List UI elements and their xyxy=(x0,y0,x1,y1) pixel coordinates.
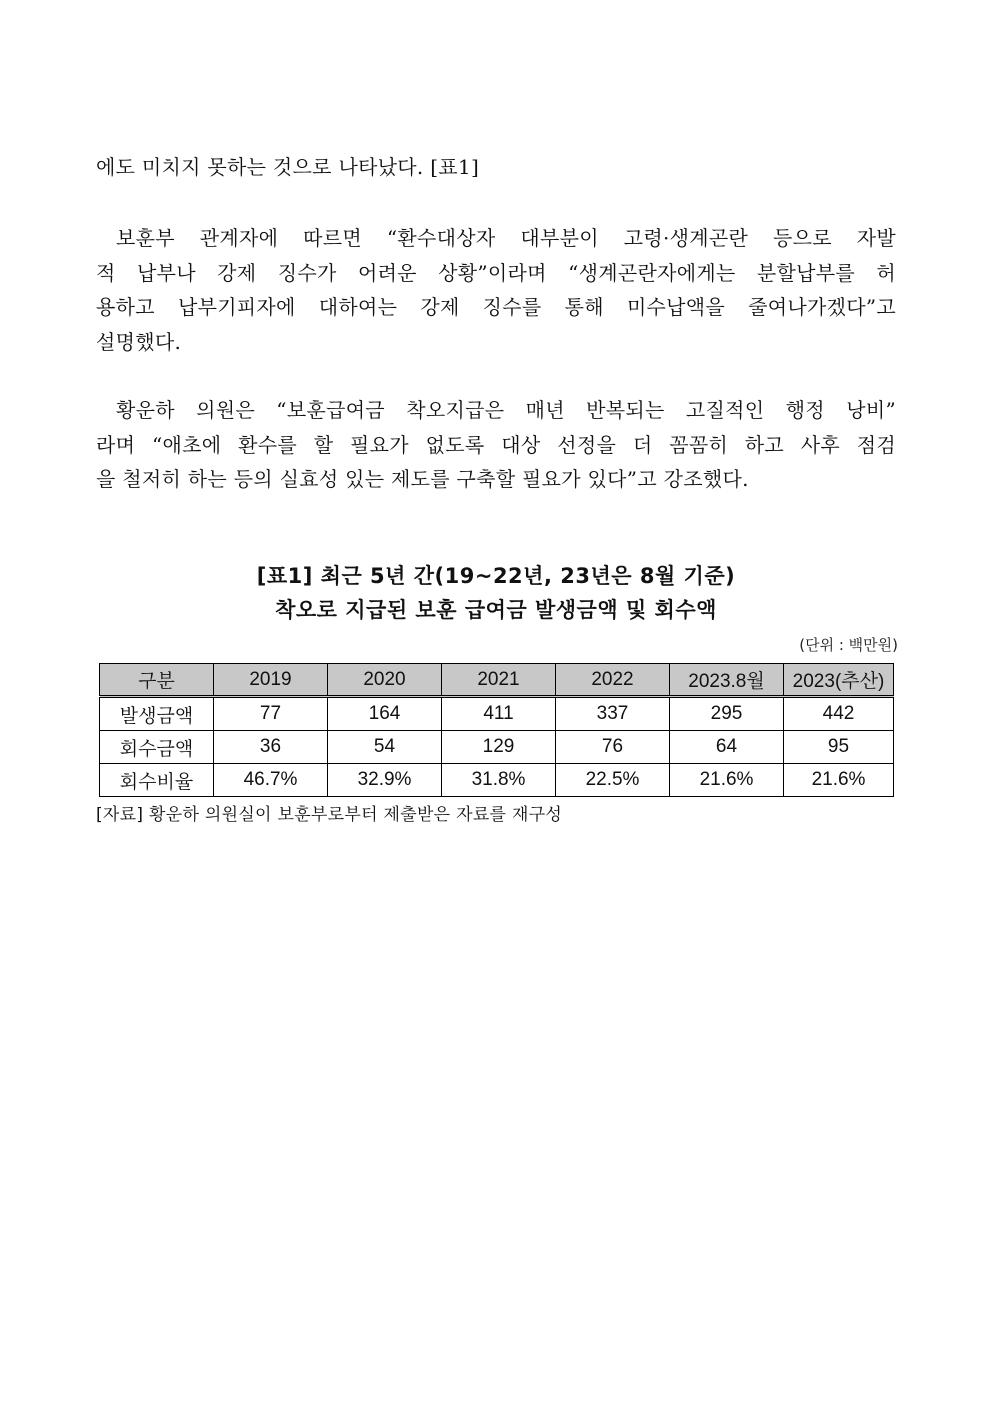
table-cell: 46.7% xyxy=(214,764,328,797)
table-unit-label: (단위 : 백만원) xyxy=(799,636,898,654)
data-table xyxy=(99,663,894,797)
table-cell: 295 xyxy=(670,697,784,731)
table-cell: 32.9% xyxy=(328,764,442,797)
paragraph-line: 보훈부 관계자에 따르면 “환수대상자 대부분이 고령·생계곤란 등으로 자발 xyxy=(116,226,896,250)
paragraph-3 xyxy=(96,393,896,497)
table-cell: 21.6% xyxy=(670,764,784,797)
paragraph-line: 황운하 의원은 “보훈급여금 착오지급은 매년 반복되는 고질적인 행정 낭비” xyxy=(116,398,896,422)
table-cell: 77 xyxy=(214,697,328,731)
paragraph-line: 적 납부나 강제 징수가 어려운 상황”이라며 “생계곤란자에게는 분할납부를 허 xyxy=(96,260,896,285)
table-cell: 54 xyxy=(328,731,442,764)
paragraph-1 xyxy=(96,150,896,185)
header-cell: 2020 xyxy=(328,664,442,697)
table-cell: 442 xyxy=(784,697,894,731)
table-cell: 76 xyxy=(556,731,670,764)
table-cell: 95 xyxy=(784,731,894,764)
table-row xyxy=(100,731,894,764)
table-cell: 337 xyxy=(556,697,670,731)
paragraph-line: 용하고 납부기피자에 대하여는 강제 징수를 통해 미수납액을 줄여나가겠다”고 xyxy=(96,295,896,319)
paragraph-2 xyxy=(96,221,896,359)
paragraph-line: 라며 “애초에 환수를 할 필요가 없도록 대상 선정을 더 꼼꼼히 하고 사후 점검 xyxy=(96,432,896,457)
table-title-line-2: 착오로 지급된 보훈 급여금 발생금액 및 회수액 xyxy=(275,598,717,622)
table-title-line-1: [표1] 최근 5년 간(19~22년, 23년은 8월 기준) xyxy=(256,564,736,588)
row-header-cell: 회수금액 xyxy=(100,731,214,764)
header-cell: 2023.8월 xyxy=(670,664,784,697)
table-cell: 36 xyxy=(214,731,328,764)
table-cell: 411 xyxy=(442,697,556,731)
table-source-note: [자료] 황운하 의원실이 보훈부로부터 제출받은 자료를 재구성 xyxy=(96,805,563,825)
table-cell: 31.8% xyxy=(442,764,556,797)
table-cell: 22.5% xyxy=(556,764,670,797)
header-cell: 2021 xyxy=(442,664,556,697)
table-row xyxy=(100,764,894,797)
table-cell: 164 xyxy=(328,697,442,731)
header-cell: 2023(추산) xyxy=(784,664,894,697)
table-row xyxy=(100,697,894,731)
header-cell: 구분 xyxy=(100,664,214,697)
table-cell: 129 xyxy=(442,731,556,764)
row-header-cell: 회수비율 xyxy=(100,764,214,797)
table-cell: 21.6% xyxy=(784,764,894,797)
paragraph-line: 설명했다. xyxy=(96,329,182,354)
paragraph-line: 에도 미치지 못하는 것으로 나타났다. [표1] xyxy=(96,155,480,179)
table-header-row xyxy=(100,664,894,697)
header-cell: 2019 xyxy=(214,664,328,697)
table-cell: 64 xyxy=(670,731,784,764)
row-header-cell: 발생금액 xyxy=(100,697,214,731)
header-cell: 2022 xyxy=(556,664,670,697)
paragraph-line: 을 철저히 하는 등의 실효성 있는 제도를 구축할 필요가 있다”고 강조했다. xyxy=(96,467,749,491)
